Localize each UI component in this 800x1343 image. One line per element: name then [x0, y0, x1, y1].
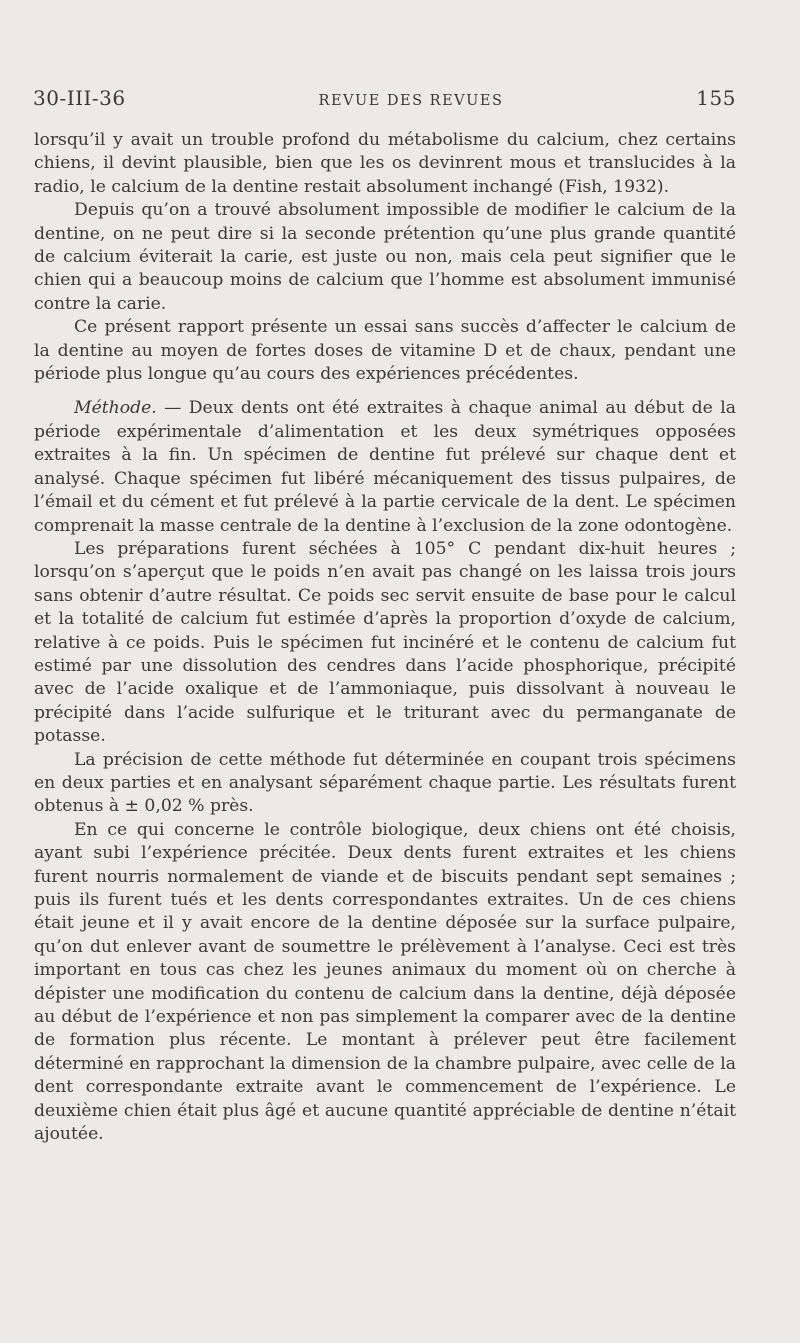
paragraph: Ce présent rapport présente un essai sans succès d’affecter le calcium de la dentine au moyen de fortes doses de vitamine D et de chaux, pendant une période plus longue qu’au cours des expériences précédentes. — [34, 317, 736, 385]
page-number: 155 — [696, 86, 736, 110]
method-paragraph — [34, 397, 736, 537]
paragraph: Depuis qu’on a trouvé absolument impossible de modifier le calcium de la dentine, on ne peut dire si la seconde prétention qu’une plus grande quantité de calcium éviterait la carie, est juste ou non, mais cela peut signifier que le chien qui a beaucoup moins de calcium que l’homme est absolument immunisé contre la carie. — [34, 200, 736, 314]
section-lead: Méthode. — [74, 398, 157, 419]
article-body — [34, 129, 736, 1146]
running-header — [33, 86, 736, 110]
paragraph: En ce qui concerne le contrôle biologique, deux chiens ont été choisis, ayant subi l’expérience précitée. Deux dents furent extraites et les chiens furent nourris normalement de viande et de biscuits pendant sept semaines ; puis ils furent tués et les dents correspondantes extraites. Un de ces chiens était jeune et il y avait encore de la dentine déposée sur la surface pulpaire, qu’on dut enlever avant de soumettre le prélèvement à l’analyse. Ceci est très important en tous cas chez les jeunes animaux du moment où on cherche à dépister une modification du contenu de calcium dans la dentine, déjà déposée au début de l’expérience et non pas simplement la comparer avec de la dentine de formation plus récente. Le montant à prélever peut être facilement déterminé en rapprochant la dimension de la chambre pulpaire, avec celle de la dent correspondante extraite avant le commencement de l’expérience. Le deuxième chien était plus âgé et aucune quantité appréciable de dentine n’était ajoutée. — [34, 819, 736, 1145]
paragraph: La précision de cette méthode fut déterminée en coupant trois spécimens en deux parties et en analysant séparément chaque partie. Les résultats furent obtenus à ± 0,02 % près. — [34, 749, 736, 817]
paragraph: Les préparations furent séchées à 105° C pendant dix-huit heures ; lorsqu’on s’aperçut que le poids n’en avait pas changé on les laissa trois jours sans obtenir d’autre résultat. Ce poids sec servit ensuite de base pour le calcul et la totalité de calcium fut estimée d’après la proportion d’oxyde de calcium, relative à ce poids. Puis le spécimen fut incinéré et le contenu de calcium fut estimé par une dissolution des cendres dans l’acide phosphorique, précipité avec de l’acide oxalique et de l’ammoniaque, puis dissolvant à nouveau le précipité dans l’acide sulfurique et le triturant avec du permanganate de potasse. — [34, 538, 736, 747]
journal-title: REVUE DES REVUES — [318, 93, 504, 109]
paragraph-text: — Deux dents ont été extraites à chaque animal au début de la période expérimentale d’alimentation et les deux symétriques opposées extraites à la fin. Un spécimen de dentine fut prélevé sur chaque dent et analysé. Chaque spécimen fut libéré mécaniquement des tissus pulpaires, de l’émail et du cément et fut prélevé à la partie cervicale de la dent. Le spécimen comprenait la masse centrale de la dentine à l’exclusion de la zone odontogène. — [34, 398, 736, 536]
paragraph-continuation: lorsqu’il y avait un trouble profond du métabolisme du calcium, chez certains chiens, il devint plausible, bien que les os devinrent mous et translucides à la radio, le calcium de la dentine restait absolument inchangé (Fish, 1932). — [34, 130, 736, 197]
issue-date: 30-III-36 — [33, 86, 126, 110]
